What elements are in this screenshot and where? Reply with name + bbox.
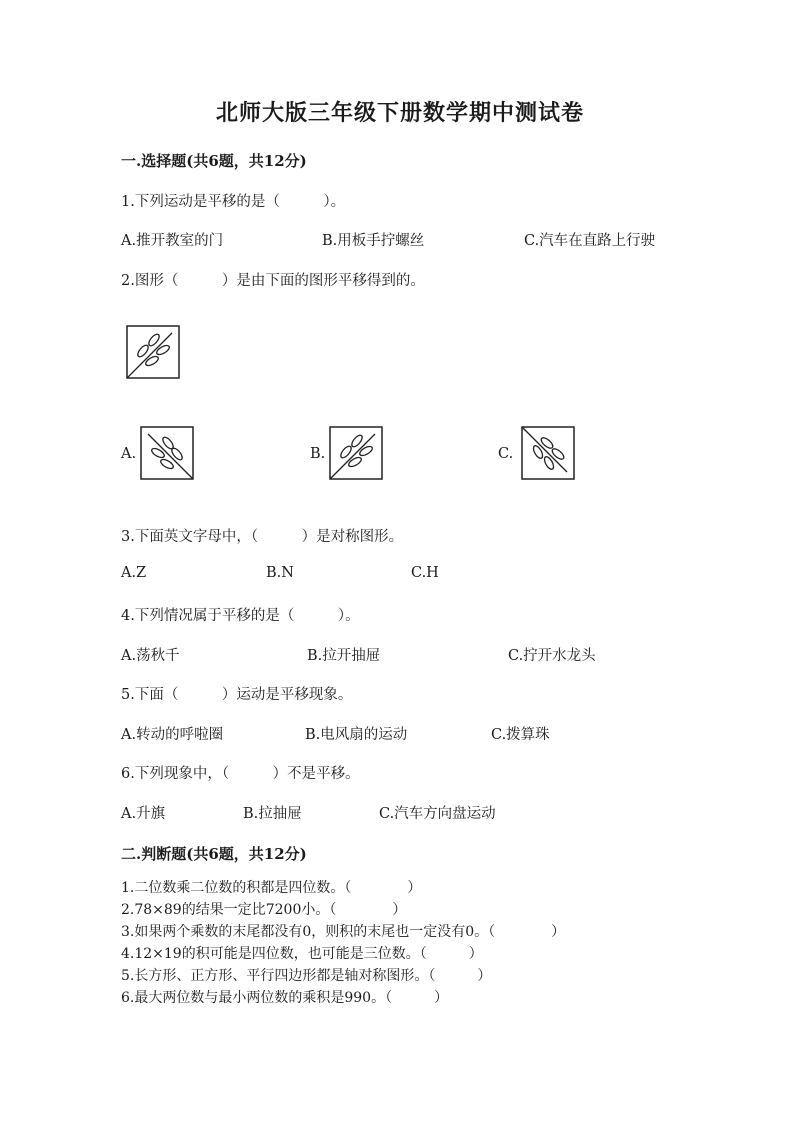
question-stem: 1.下列运动是平移的是（ ）。 <box>121 194 346 210</box>
true-false-item: 2.78×89的结果一定比7200小。（ ） <box>121 902 407 918</box>
question-stem: 6.下列现象中，（ ）不是平移。 <box>121 766 360 782</box>
true-false-item: 5.长方形、正方形、平行四边形都是轴对称图形。（ ） <box>121 968 492 984</box>
option-a: A.荡秋千 <box>121 648 180 664</box>
true-false-item: 3.如果两个乘数的末尾都没有0，则积的末尾也一定没有0。（ ） <box>121 924 566 940</box>
option-a: A.转动的呼啦圈 <box>121 727 224 743</box>
true-false-item: 6.最大两位数与最小两位数的乘积是990。（ ） <box>121 990 449 1006</box>
option-a: A. <box>121 446 137 462</box>
true-false-item: 1.二位数乘二位数的积都是四位数。（ ） <box>121 880 422 896</box>
option-a: A.Z <box>121 565 147 581</box>
question-stem: 3.下面英文字母中，（ ）是对称图形。 <box>121 529 404 545</box>
section-heading-true-false: 二.判断题(共6题，共12分) <box>121 845 307 863</box>
question-stem: 5.下面（ ）运动是平移现象。 <box>121 687 353 703</box>
option-c: C.拧开水龙头 <box>508 648 596 664</box>
option-c: C.拨算珠 <box>491 727 550 743</box>
option-b: B. <box>310 446 326 462</box>
option-c: C.汽车方向盘运动 <box>379 806 496 822</box>
option-c: C.汽车在直路上行驶 <box>524 233 656 249</box>
option-b: B.电风扇的运动 <box>305 727 408 743</box>
option-b: B.拉抽屉 <box>243 806 302 822</box>
option-c: C. <box>498 446 514 462</box>
option-a: A.升旗 <box>121 806 166 822</box>
page-title: 北师大版三年级下册数学期中测试卷 <box>215 100 584 126</box>
true-false-item: 4.12×19的积可能是四位数，也可能是三位数。（ ） <box>121 946 483 962</box>
leaf-branch-icon <box>140 426 194 480</box>
option-a: A.推开教室的门 <box>121 233 224 249</box>
question-stem: 4.下列情况属于平移的是（ ）。 <box>121 608 360 624</box>
option-b: B.用板手拧螺丝 <box>322 233 425 249</box>
option-b: B.N <box>266 565 294 581</box>
option-b: B.拉开抽屉 <box>307 648 381 664</box>
leaf-branch-icon <box>329 426 383 480</box>
section-heading-choice: 一.选择题(共6题，共12分) <box>121 152 307 170</box>
leaf-branch-icon <box>126 325 180 379</box>
question-stem: 2.图形（ ）是由下面的图形平移得到的。 <box>121 273 425 289</box>
option-c: C.H <box>411 565 439 581</box>
leaf-branch-icon <box>521 426 575 480</box>
